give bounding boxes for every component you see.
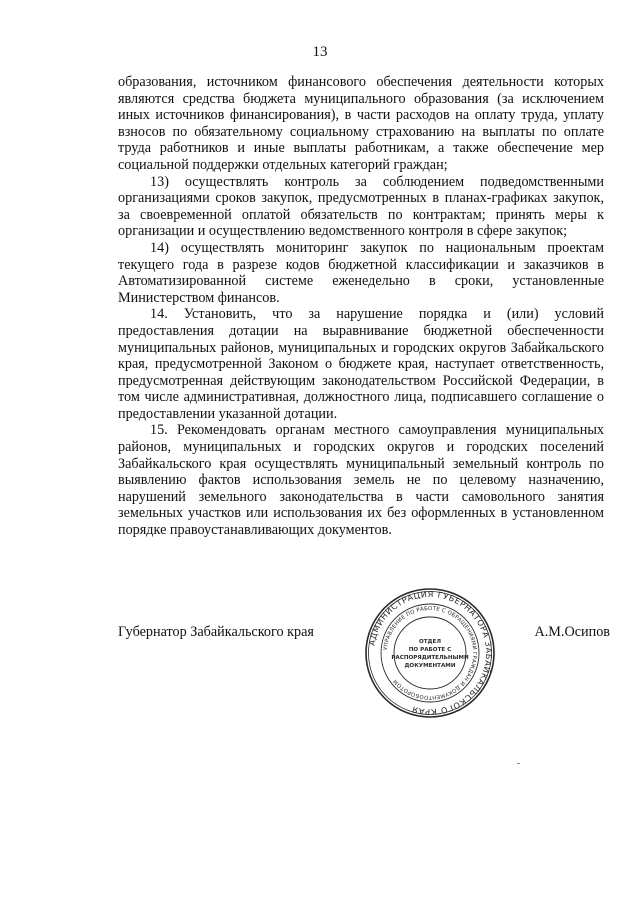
paragraph-continuation: образования, источником финансового обеспечения деятельности которых являются средства бюджета муниципального образования (за исключением иных источников финансирования), в части расходов на оплату труда, уплату взносов по обязательному социальному страхованию на выплаты по оплате труда работников и иные выплаты работникам, а также обеспечение мер социальной поддержки отдельных категорий граждан; xyxy=(118,74,604,173)
stamp-center-line-2: ПО РАБОТЕ С xyxy=(408,647,452,653)
signatory-name: А.М.Осипов xyxy=(534,624,610,640)
paragraph-clause-15: 15. Рекомендовать органам местного самоуправления муниципальных районов, муниципальных и городских округов и городских поселений Забайкальского края осуществлять муниципальный земельный контроль по выявлению фактов использования земель не по целевому назначению, нарушений земельного законодательства в части самовольного занятия земельных участков или использования их без оформленных в установленном порядке правоустанавливающих документов. xyxy=(118,422,604,539)
stamp-inner-text: УПРАВЛЕНИЕ ПО РАБОТЕ С ОБРАЩЕНИЯМИ ГРАЖДАН И ДОКУМЕНТООБОРОТОМ xyxy=(383,605,478,701)
stamp-center-line-3: РАСПОРЯДИТЕЛЬНЫМИ xyxy=(391,655,469,661)
document-body xyxy=(118,74,604,539)
paragraph-item-13: 13) осуществлять контроль за соблюдением подведомственными организациями сроков закупок, предусмотренных в планах-графиках закупок, за своевременной оплатой обязательств по контрактам; принять меры к организации и осуществлению ведомственного контроля в сфере закупок; xyxy=(118,173,604,240)
paragraph-item-14-monitoring: 14) осуществлять мониторинг закупок по национальным проектам текущего года в разрезе кодов бюджетной классификации и заказчиков в Автоматизированной системе еженедельно в сроки, установленные Министерством финансов. xyxy=(118,239,604,306)
official-seal-stamp xyxy=(364,587,496,719)
stamp-center-line-1: ОТДЕЛ xyxy=(418,639,442,645)
page-number: 13 xyxy=(312,44,328,60)
paragraph-clause-14: 14. Установить, что за нарушение порядка и (или) условий предоставления дотации на выравнивание бюджетной обеспеченности муниципальных районов, муниципальных и городских округов Забайкальского края, предусмотренной Законом о бюджете края, наступает ответственность, предусмотренная действующим законодательством Российской Федерации, в том числе административная, должностного лица, подписавшего соглашение о предоставлении указанной дотации. xyxy=(118,306,604,422)
signatory-title: Губернатор Забайкальского края xyxy=(118,624,314,640)
stamp-center-line-4: ДОКУМЕНТАМИ xyxy=(404,663,456,669)
stamp-outer-text: АДМИНИСТРАЦИЯ ГУБЕРНАТОРА ЗАБАЙКАЛЬСКОГО КРАЯ xyxy=(366,588,495,718)
scan-speck xyxy=(517,763,520,764)
